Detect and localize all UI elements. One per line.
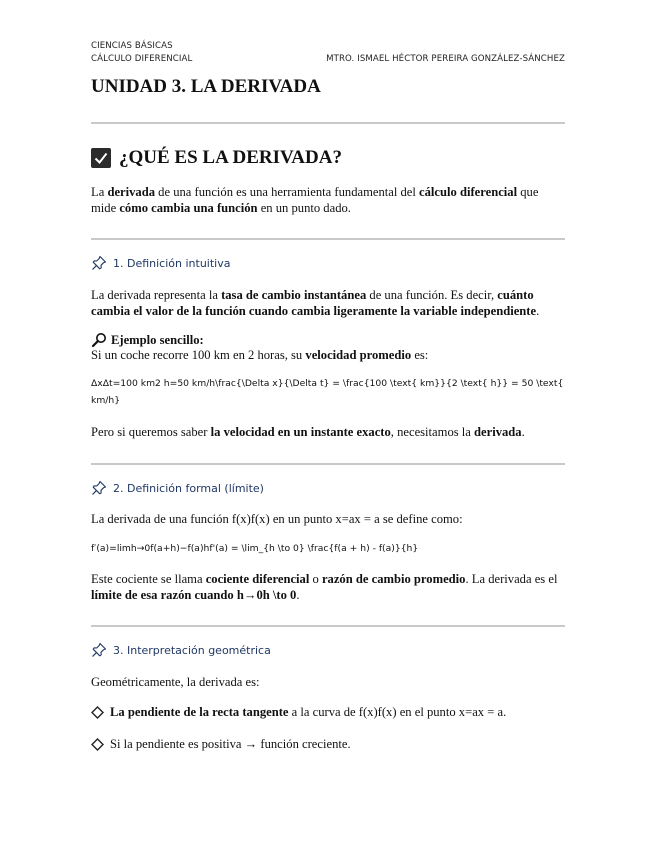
what-is-paragraph: La derivada de una función es una herramienta fundamental del cálculo diferencial que mide cómo cambia una función en un punto dado.	[91, 185, 539, 215]
divider	[91, 463, 565, 465]
section-1-paragraph: La derivada representa la tasa de cambio instantánea de una función. Es decir, cuánto cambia el valor de la función cuando cambia ligeramente la variable independiente.	[91, 288, 540, 318]
section-2-intro: La derivada de una función f(x)f(x) en un punto x=ax = a se define como:	[91, 512, 463, 526]
what-is-title: ¿QUÉ ES LA DERIVADA?	[119, 147, 342, 168]
unit-title: UNIDAD 3. LA DERIVADA	[91, 76, 321, 97]
divider	[91, 238, 565, 240]
section-heading-3	[91, 642, 271, 658]
section-3-title: 3. Interpretación geométrica	[113, 643, 271, 657]
header-course: CÁLCULO DIFERENCIAL	[91, 54, 193, 64]
list-item: Si la pendiente es positiva → función creciente.	[91, 737, 351, 752]
section-3-intro: Geométricamente, la derivada es:	[91, 675, 260, 689]
section-heading-what-is	[91, 147, 342, 169]
section-2-title: 2. Definición formal (límite)	[113, 481, 264, 495]
pushpin-icon	[91, 480, 107, 496]
diamond-icon	[91, 706, 104, 719]
list-item: La pendiente de la recta tangente a la curva de f(x)f(x) en el punto x=ax = a.	[91, 705, 506, 720]
diamond-icon	[91, 738, 104, 751]
example-heading	[91, 332, 204, 348]
section-heading-2	[91, 480, 264, 496]
divider	[91, 625, 565, 627]
velocity-formula: ΔxΔt=100 km2 h=50 km/h\frac{\Delta x}{\Delta t} = \frac{100 \text{ km}}{2 \text{ h}} = 50 \text{ km/h}	[91, 378, 564, 406]
header-author: MTRO. ISMAEL HÉCTOR PEREIRA GONZÁLEZ-SÁNCHEZ	[326, 54, 565, 64]
pushpin-icon	[91, 255, 107, 271]
magnifier-icon	[91, 332, 107, 348]
check-box-icon	[91, 148, 111, 168]
header-subject: CIENCIAS BÁSICAS	[91, 41, 173, 51]
divider	[91, 122, 565, 124]
instant-velocity-text: Pero si queremos saber la velocidad en un instante exacto, necesitamos la derivada.	[91, 425, 525, 439]
section-1-title: 1. Definición intuitiva	[113, 256, 231, 270]
section-2-paragraph: Este cociente se llama cociente diferencial o razón de cambio promedio. La derivada es el límite de esa razón cuando h→0h \to 0.	[91, 572, 558, 602]
example-title: Ejemplo sencillo:	[111, 332, 204, 347]
pushpin-icon	[91, 642, 107, 658]
derivative-limit-formula: f′(a)=lim⁡h→0f(a+h)−f(a)hf'(a) = \lim_{h \to 0} \frac{f(a + h) - f(a)}{h}	[91, 543, 419, 554]
example-text: Si un coche recorre 100 km en 2 horas, su velocidad promedio es:	[91, 348, 429, 362]
section-heading-1	[91, 255, 230, 271]
